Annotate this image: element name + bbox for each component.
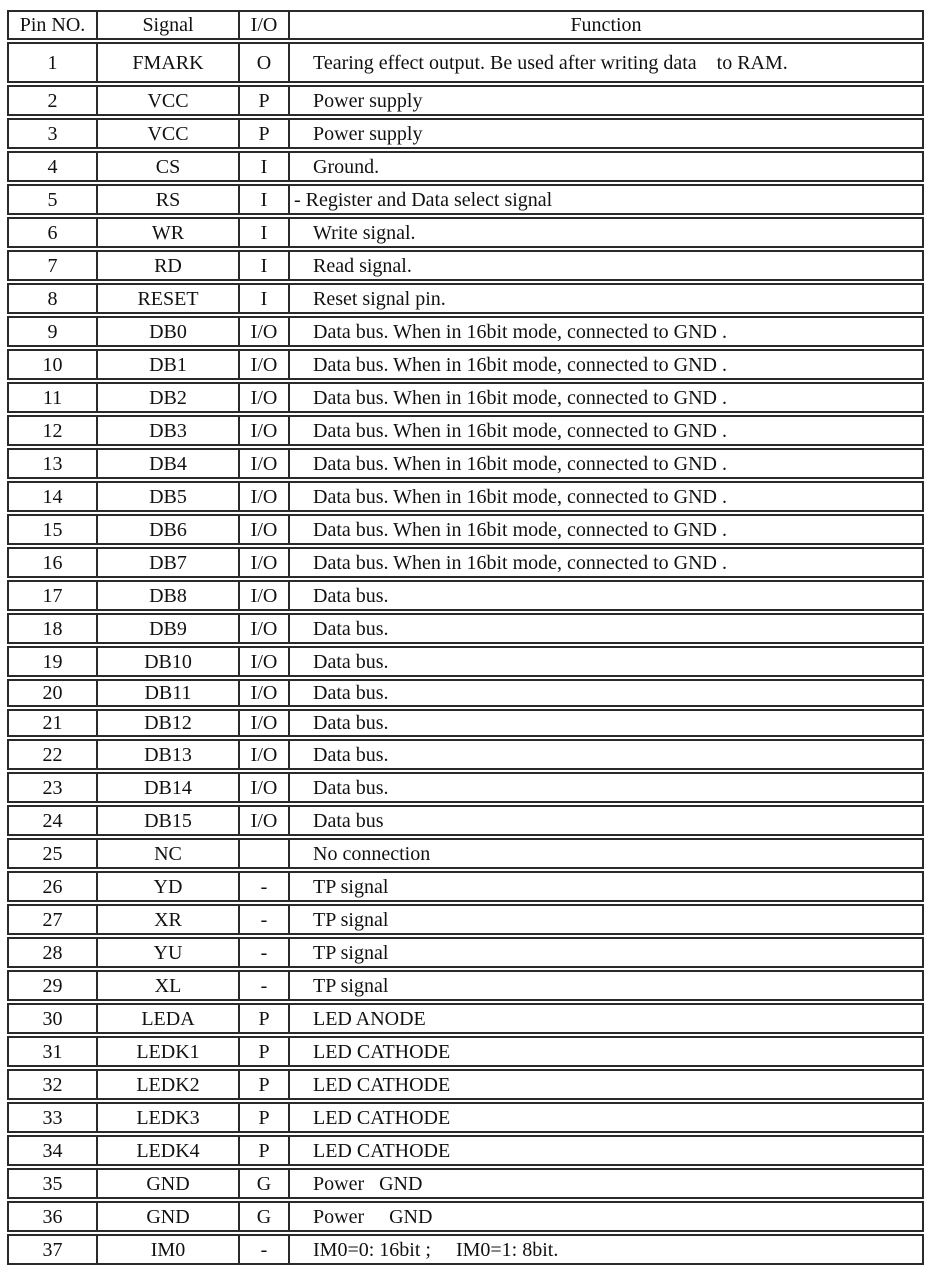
function-cell: Data bus. When in 16bit mode, connected to GND .	[288, 318, 922, 345]
io-type-cell: I	[238, 285, 288, 312]
signal-name-cell: RESET	[96, 285, 238, 312]
pin-number-cell: 6	[47, 221, 58, 244]
pin-number-cell: 23	[42, 776, 63, 799]
io-type-cell: P	[238, 1104, 288, 1131]
table-row	[7, 1003, 924, 1034]
pin-number-cell: 7	[47, 254, 58, 277]
table-row	[7, 970, 924, 1001]
pin-number-cell: 5	[47, 188, 58, 211]
function-cell: TP signal	[288, 939, 922, 966]
function-cell: Power GND	[288, 1170, 922, 1197]
pin-number-cell: 13	[42, 452, 63, 475]
table-row	[7, 250, 924, 281]
pin-number-cell: 34	[42, 1139, 63, 1162]
header-cell-io: I/O	[238, 12, 288, 38]
io-type-cell: I	[238, 186, 288, 213]
pin-number-cell: 12	[42, 419, 63, 442]
table-row	[7, 547, 924, 578]
function-cell: LED CATHODE	[288, 1071, 922, 1098]
table-row	[7, 613, 924, 644]
pin-description-table	[7, 10, 924, 1267]
table-row	[7, 448, 924, 479]
function-cell: No connection	[288, 840, 922, 867]
pin-number-cell: 25	[42, 842, 63, 865]
function-cell: TP signal	[288, 972, 922, 999]
signal-name-cell: VCC	[96, 87, 238, 114]
io-type-cell: G	[238, 1170, 288, 1197]
table-row	[7, 805, 924, 836]
table-row	[7, 739, 924, 770]
signal-name-cell: CS	[96, 153, 238, 180]
pin-number-cell: 30	[42, 1007, 63, 1030]
io-type-cell: P	[238, 1038, 288, 1065]
signal-name-cell: DB9	[96, 615, 238, 642]
pin-number-cell: 37	[42, 1238, 63, 1261]
pin-number-cell: 2	[47, 89, 58, 112]
signal-name-cell: DB4	[96, 450, 238, 477]
io-type-cell: I/O	[238, 711, 288, 735]
pin-number-cell: 8	[47, 287, 58, 310]
table-row	[7, 937, 924, 968]
function-cell: Read signal.	[288, 252, 922, 279]
table-row	[7, 118, 924, 149]
signal-name-cell: WR	[96, 219, 238, 246]
table-row	[7, 1036, 924, 1067]
table-row	[7, 772, 924, 803]
io-type-cell: I/O	[238, 318, 288, 345]
signal-name-cell: DB14	[96, 774, 238, 801]
function-cell: LED CATHODE	[288, 1137, 922, 1164]
table-row	[7, 184, 924, 215]
io-type-cell: I/O	[238, 648, 288, 675]
function-cell: Data bus.	[288, 741, 922, 768]
table-row	[7, 415, 924, 446]
io-type-cell	[238, 840, 288, 867]
signal-name-cell: GND	[96, 1170, 238, 1197]
signal-name-cell: YU	[96, 939, 238, 966]
io-type-cell: I/O	[238, 549, 288, 576]
signal-name-cell: DB3	[96, 417, 238, 444]
pin-number-cell: 10	[42, 353, 63, 376]
signal-name-cell: DB15	[96, 807, 238, 834]
signal-name-cell: DB0	[96, 318, 238, 345]
io-type-cell: -	[238, 972, 288, 999]
pin-number-cell: 4	[47, 155, 58, 178]
signal-name-cell: DB6	[96, 516, 238, 543]
signal-name-cell: FMARK	[96, 44, 238, 81]
signal-name-cell: RD	[96, 252, 238, 279]
function-cell: LED ANODE	[288, 1005, 922, 1032]
signal-name-cell: NC	[96, 840, 238, 867]
table-row	[7, 679, 924, 707]
table-row	[7, 217, 924, 248]
signal-name-cell: DB5	[96, 483, 238, 510]
io-type-cell: O	[238, 44, 288, 81]
signal-name-cell: DB7	[96, 549, 238, 576]
table-row	[7, 514, 924, 545]
pin-number-cell: 31	[42, 1040, 63, 1063]
function-cell: TP signal	[288, 873, 922, 900]
table-row	[7, 1201, 924, 1232]
header-cell-signal: Signal	[96, 12, 238, 38]
table-row	[7, 1168, 924, 1199]
pin-number-cell: 27	[42, 908, 63, 931]
function-cell: Data bus.	[288, 615, 922, 642]
function-cell: Power supply	[288, 120, 922, 147]
function-cell: Data bus. When in 16bit mode, connected to GND .	[288, 384, 922, 411]
function-cell: - Register and Data select signal	[288, 186, 922, 213]
pin-number-cell: 15	[42, 518, 63, 541]
io-type-cell: I/O	[238, 450, 288, 477]
function-cell: Data bus. When in 16bit mode, connected to GND .	[288, 417, 922, 444]
table-row	[7, 481, 924, 512]
function-cell: IM0=0: 16bit ; IM0=1: 8bit.	[288, 1236, 922, 1263]
pin-number-cell: 11	[42, 386, 63, 409]
io-type-cell: I/O	[238, 384, 288, 411]
pin-number-cell: 14	[42, 485, 63, 508]
pin-number-cell: 18	[42, 617, 63, 640]
signal-name-cell: LEDK4	[96, 1137, 238, 1164]
function-cell: Data bus. When in 16bit mode, connected to GND .	[288, 450, 922, 477]
signal-name-cell: LEDK2	[96, 1071, 238, 1098]
io-type-cell: -	[238, 1236, 288, 1263]
pin-number-cell: 29	[42, 974, 63, 997]
pin-number-cell: 3	[47, 122, 58, 145]
io-type-cell: I	[238, 252, 288, 279]
header-cell-function: Function	[288, 12, 922, 38]
signal-name-cell: LEDK1	[96, 1038, 238, 1065]
table-header-row	[7, 10, 924, 40]
pin-number-cell: 21	[42, 712, 63, 734]
table-row	[7, 838, 924, 869]
signal-name-cell: DB13	[96, 741, 238, 768]
table-row	[7, 646, 924, 677]
function-cell: Data bus. When in 16bit mode, connected to GND .	[288, 549, 922, 576]
table-row	[7, 316, 924, 347]
pin-number-cell: 36	[42, 1205, 63, 1228]
signal-name-cell: XL	[96, 972, 238, 999]
pin-number-cell: 32	[42, 1073, 63, 1096]
signal-name-cell: DB11	[96, 681, 238, 705]
signal-name-cell: XR	[96, 906, 238, 933]
io-type-cell: P	[238, 1071, 288, 1098]
pin-number-cell: 28	[42, 941, 63, 964]
io-type-cell: I/O	[238, 807, 288, 834]
io-type-cell: P	[238, 1137, 288, 1164]
table-row	[7, 42, 924, 83]
pin-number-cell: 17	[42, 584, 63, 607]
signal-name-cell: LEDA	[96, 1005, 238, 1032]
table-row	[7, 349, 924, 380]
table-row	[7, 709, 924, 737]
io-type-cell: P	[238, 87, 288, 114]
io-type-cell: I/O	[238, 615, 288, 642]
table-row	[7, 1234, 924, 1265]
io-type-cell: -	[238, 906, 288, 933]
function-cell: Data bus.	[288, 711, 922, 735]
pin-number-cell: 20	[42, 682, 63, 704]
signal-name-cell: DB1	[96, 351, 238, 378]
function-cell: Data bus.	[288, 648, 922, 675]
table-row	[7, 283, 924, 314]
io-type-cell: I/O	[238, 774, 288, 801]
table-row	[7, 904, 924, 935]
pin-number-cell: 19	[42, 650, 63, 673]
function-cell: Write signal.	[288, 219, 922, 246]
pin-number-cell: 1	[47, 51, 58, 74]
io-type-cell: I/O	[238, 681, 288, 705]
signal-name-cell: DB10	[96, 648, 238, 675]
table-row	[7, 871, 924, 902]
function-cell: LED CATHODE	[288, 1104, 922, 1131]
pin-number-cell: 16	[42, 551, 63, 574]
io-type-cell: I/O	[238, 516, 288, 543]
signal-name-cell: DB12	[96, 711, 238, 735]
function-cell: Reset signal pin.	[288, 285, 922, 312]
pin-number-cell: 9	[47, 320, 58, 343]
signal-name-cell: RS	[96, 186, 238, 213]
table-row	[7, 1135, 924, 1166]
table-row	[7, 85, 924, 116]
io-type-cell: I/O	[238, 483, 288, 510]
io-type-cell: P	[238, 1005, 288, 1032]
table-row	[7, 1102, 924, 1133]
io-type-cell: I/O	[238, 417, 288, 444]
signal-name-cell: VCC	[96, 120, 238, 147]
function-cell: Data bus.	[288, 681, 922, 705]
signal-name-cell: LEDK3	[96, 1104, 238, 1131]
io-type-cell: I/O	[238, 351, 288, 378]
function-cell: TP signal	[288, 906, 922, 933]
function-cell: Ground.	[288, 153, 922, 180]
function-cell: Data bus. When in 16bit mode, connected to GND .	[288, 516, 922, 543]
pin-number-cell: 35	[42, 1172, 63, 1195]
function-cell: Data bus	[288, 807, 922, 834]
signal-name-cell: DB2	[96, 384, 238, 411]
io-type-cell: P	[238, 120, 288, 147]
function-cell: Data bus.	[288, 582, 922, 609]
pin-number-cell: 33	[42, 1106, 63, 1129]
pin-number-cell: 22	[42, 743, 63, 766]
table-row	[7, 151, 924, 182]
function-cell: Data bus.	[288, 774, 922, 801]
pin-number-cell: 24	[42, 809, 63, 832]
table-body	[7, 42, 924, 1265]
io-type-cell: -	[238, 939, 288, 966]
table-row	[7, 580, 924, 611]
io-type-cell: G	[238, 1203, 288, 1230]
io-type-cell: I	[238, 219, 288, 246]
io-type-cell: I	[238, 153, 288, 180]
pin-number-cell: 26	[42, 875, 63, 898]
io-type-cell: I/O	[238, 582, 288, 609]
function-cell: LED CATHODE	[288, 1038, 922, 1065]
function-cell: Power supply	[288, 87, 922, 114]
signal-name-cell: GND	[96, 1203, 238, 1230]
function-cell: Data bus. When in 16bit mode, connected to GND .	[288, 483, 922, 510]
function-cell: Tearing effect output. Be used after writing data to RAM.	[288, 44, 922, 81]
signal-name-cell: DB8	[96, 582, 238, 609]
signal-name-cell: IM0	[96, 1236, 238, 1263]
table-row	[7, 382, 924, 413]
io-type-cell: I/O	[238, 741, 288, 768]
signal-name-cell: YD	[96, 873, 238, 900]
function-cell: Power GND	[288, 1203, 922, 1230]
io-type-cell: -	[238, 873, 288, 900]
function-cell: Data bus. When in 16bit mode, connected to GND .	[288, 351, 922, 378]
header-cell-pin-no: Pin NO.	[19, 14, 86, 36]
table-row	[7, 1069, 924, 1100]
